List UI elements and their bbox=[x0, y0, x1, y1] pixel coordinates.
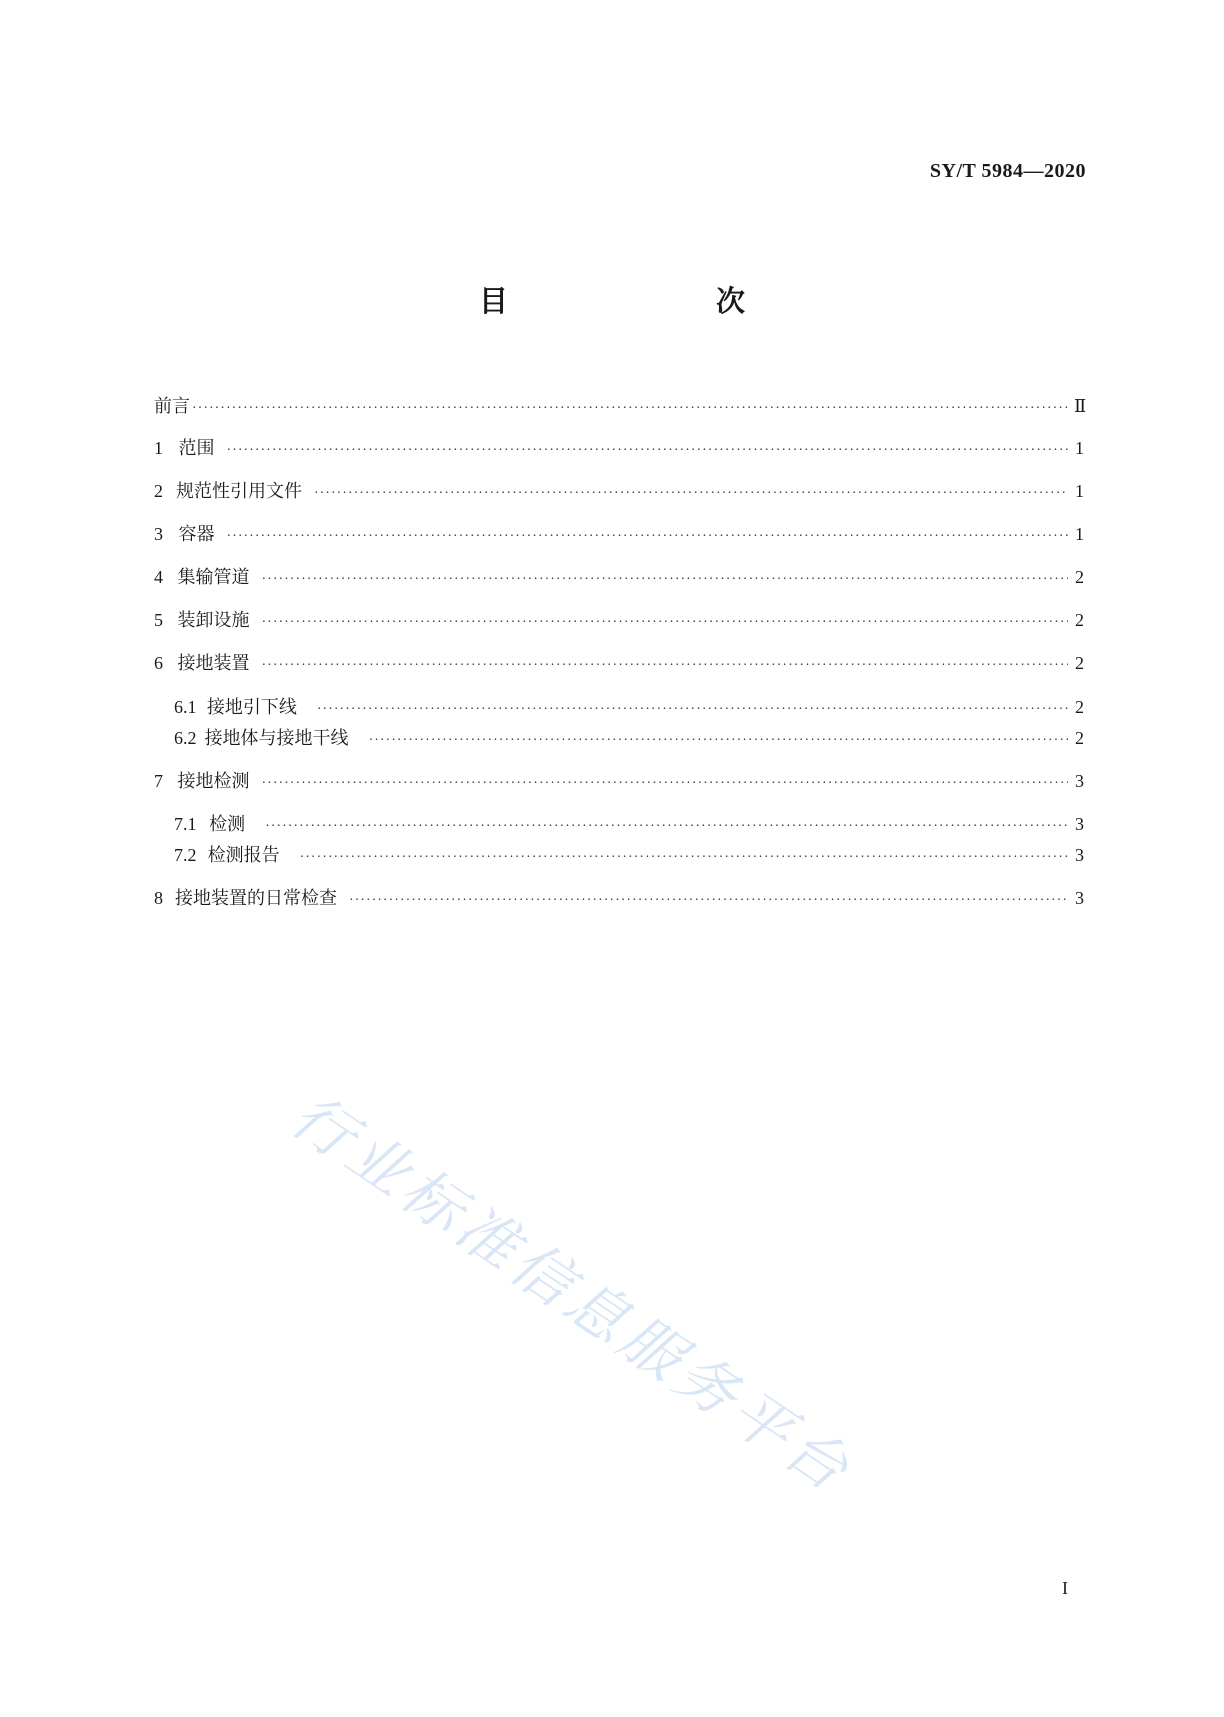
toc-entry-label: 接地引下线 bbox=[206, 697, 297, 718]
toc-entry-number: 7.2 bbox=[174, 845, 197, 865]
toc-entry-page: 2 bbox=[1075, 610, 1084, 630]
page-title: 目 次 bbox=[478, 284, 795, 318]
toc-entry-number: 5 bbox=[154, 610, 163, 630]
toc-entry-page: 3 bbox=[1075, 814, 1084, 834]
toc-entry-page: 2 bbox=[1075, 728, 1084, 748]
toc-entry-number: 7 bbox=[154, 771, 163, 791]
toc-entry-6-2[interactable] bbox=[174, 726, 1084, 753]
toc-entry-7-2[interactable] bbox=[174, 843, 1084, 870]
toc-entry-number: 6 bbox=[154, 653, 163, 673]
toc-entry-label: 集输管道 bbox=[177, 567, 250, 588]
toc-entry-page: 1 bbox=[1075, 524, 1084, 544]
toc-entry-label: 接地检测 bbox=[177, 771, 250, 792]
toc-entry-label: 检测报告 bbox=[207, 845, 280, 866]
toc-entry-number: 6.1 bbox=[174, 697, 197, 717]
toc-entry-4[interactable] bbox=[154, 565, 1084, 592]
toc-entry-7[interactable] bbox=[154, 769, 1084, 796]
toc-entry-number: 8 bbox=[154, 888, 163, 908]
toc-entry-page: 1 bbox=[1075, 438, 1084, 458]
toc-entry-label: 接地装置的日常检查 bbox=[174, 888, 337, 909]
toc-entry-number: 6.2 bbox=[174, 728, 197, 748]
toc-leader-dots bbox=[262, 611, 1069, 635]
toc-entry-label: 接地体与接地干线 bbox=[204, 728, 349, 749]
toc-leader-dots bbox=[262, 772, 1069, 796]
toc-leader-dots bbox=[227, 525, 1068, 549]
toc-entry-3[interactable] bbox=[154, 522, 1084, 549]
toc-entry-number: 2 bbox=[154, 481, 163, 501]
toc-leader-dots bbox=[300, 846, 1068, 870]
toc-entry-label: 接地装置 bbox=[177, 653, 250, 674]
toc-entry-number: 7.1 bbox=[174, 814, 197, 834]
toc-entry-label: 容器 bbox=[178, 524, 215, 545]
toc-entry-1[interactable] bbox=[154, 436, 1084, 463]
toc-entry-page: 2 bbox=[1075, 697, 1084, 717]
watermark: 行业标准信息服务平台 bbox=[278, 1080, 865, 1508]
toc-entry-2[interactable] bbox=[154, 479, 1084, 506]
toc-entry-6-1[interactable] bbox=[174, 695, 1084, 722]
toc-leader-dots bbox=[262, 568, 1069, 592]
toc-entry-label: 前言 bbox=[154, 396, 190, 417]
toc-entry-label: 检测 bbox=[209, 814, 246, 835]
toc-entry-label: 装卸设施 bbox=[177, 610, 250, 631]
toc-entry-page: Ⅱ bbox=[1074, 396, 1087, 416]
standard-code: SY/T 5984—2020 bbox=[929, 160, 1086, 182]
toc-entry-page: 2 bbox=[1075, 567, 1084, 587]
toc-leader-dots bbox=[262, 654, 1069, 678]
toc-leader-dots bbox=[192, 397, 1068, 421]
toc-leader-dots bbox=[314, 482, 1068, 506]
toc-leader-dots bbox=[317, 698, 1068, 722]
toc-entry-6[interactable] bbox=[154, 651, 1084, 678]
toc-entry-8[interactable] bbox=[154, 886, 1084, 913]
toc-entry-page: 2 bbox=[1075, 653, 1084, 673]
toc-entry-page: 3 bbox=[1075, 845, 1084, 865]
toc-leader-dots bbox=[349, 889, 1068, 913]
toc-entry-page: 3 bbox=[1075, 771, 1084, 791]
toc-entry-foreword[interactable] bbox=[154, 394, 1087, 421]
toc-entry-number: 4 bbox=[154, 567, 163, 587]
page-number: I bbox=[1062, 1578, 1068, 1598]
toc-entry-5[interactable] bbox=[154, 608, 1084, 635]
toc-entry-number: 3 bbox=[154, 524, 163, 544]
toc-entry-label: 规范性引用文件 bbox=[175, 481, 302, 502]
toc-leader-dots bbox=[369, 729, 1068, 753]
toc-entry-page: 1 bbox=[1075, 481, 1084, 501]
toc-entry-label: 范围 bbox=[178, 438, 215, 459]
toc-leader-dots bbox=[227, 439, 1068, 463]
toc-leader-dots bbox=[265, 815, 1068, 839]
toc-entry-number: 1 bbox=[154, 438, 163, 458]
toc-entry-page: 3 bbox=[1075, 888, 1084, 908]
toc-entry-7-1[interactable] bbox=[174, 812, 1084, 839]
